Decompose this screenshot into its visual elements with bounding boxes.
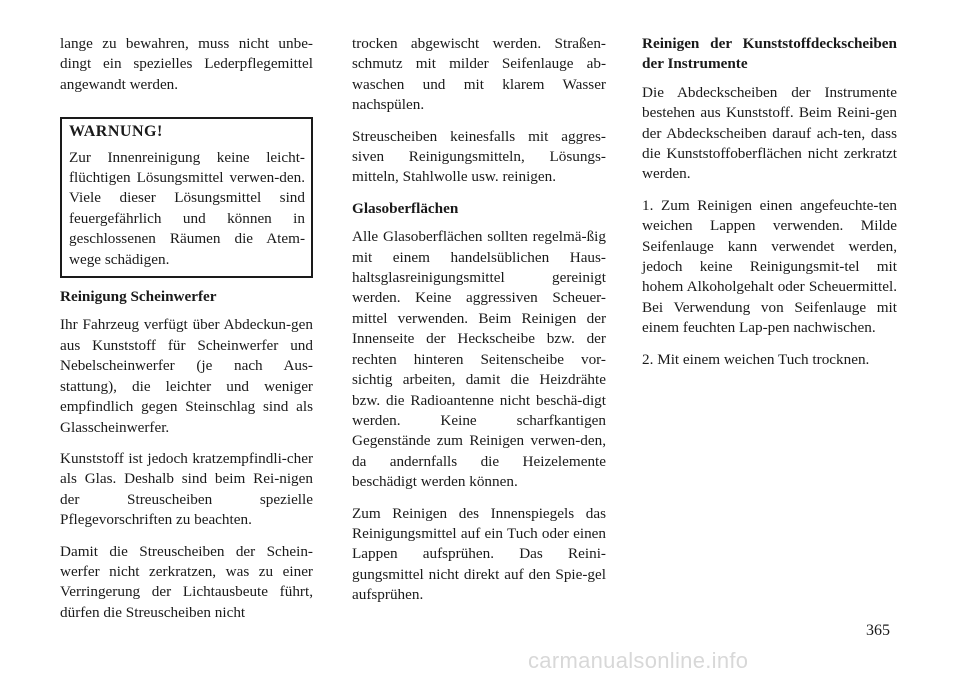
section-heading-glass: Glasoberflächen <box>352 199 459 217</box>
paragraph: Alle Glasoberflächen sollten regelmä-ßig mit einem handelsüblichen Haus-haltsglasreinigungsmittel gereinigt werden. Keine aggressiven Scheuer-mittel verwenden. Beim Reinigen der Innenseite der Heckscheibe bzw. der rechten hinteren Seitenscheibe vor-sichtig arbeiten, damit die Heizdrähte bzw. die Radioantenne nicht beschä-digt werden. Keine scharfkantigen Gegenstände zum Reinigen verwen-den, da andernfalls die Heizelemente beschädigt werden können. <box>352 228 606 491</box>
intro-paragraph: lange zu bewahren, muss nicht unbe-dingt ein spezielles Lederpflegemittel angewandt werden. <box>60 35 313 93</box>
paragraph: Ihr Fahrzeug verfügt über Abdeckun-gen aus Kunststoff für Scheinwerfer und Nebelscheinwerfer (je nach Aus-stattung), die leichter und weniger empfindlich gegen Steinschlag sind als Glasscheinwerfer. <box>60 316 313 436</box>
paragraph: Damit die Streuscheiben der Schein-werfer nicht zerkratzen, was zu einer Verringerung der Lichtausbeute führt, dürfen die Streuscheiben nicht <box>60 542 313 621</box>
warning-text: Zur Innenreinigung keine leicht-flüchtigen Lösungsmittel verwen-den. Viele dieser Lösungsmittel sind feuergefährlich und können in geschlossenen Räumen die Atem-wege schädigen. <box>69 148 305 268</box>
column-left <box>60 34 313 634</box>
page-number: 365 <box>866 622 890 639</box>
paragraph: Zum Reinigen des Innenspiegels das Reinigungsmittel auf ein Tuch oder einen Lappen aufsprühen. Das Reini-gungsmittel nicht direkt auf den Spie-gel aufsprühen. <box>352 504 606 604</box>
step-1: 1. Zum Reinigen einen angefeuchte-ten weichen Lappen verwenden. Milde Seifenlauge kann verwendet werden, jedoch keine Reinigungsmit-tel mit hohem Alkoholgehalt oder Scheuermittel. Bei Verwendung von Seifenlauge mit einem feuchten Lap-pen nachwischen. <box>642 196 897 337</box>
section-heading-headlights: Reinigung Scheinwerfer <box>60 288 217 306</box>
step-2: 2. Mit einem weichen Tuch trocknen. <box>642 350 870 368</box>
paragraph: Die Abdeckscheiben der Instrumente bestehen aus Kunststoff. Beim Reini-gen der Abdeckscheiben darauf ach-ten, dass die Kunststoffoberflächen nicht zerkratzt werden. <box>642 83 897 183</box>
watermark-text: carmanualsonline.info <box>528 648 749 673</box>
paragraph: Kunststoff ist jedoch kratzempfindli-cher als Glas. Deshalb sind beim Rei-nigen der Streuscheiben spezielle Pflegevorschriften zu beachten. <box>60 449 313 529</box>
section-heading-instruments: Reinigen der Kunststoffdeckscheiben der Instrumente <box>642 35 897 73</box>
paragraph: Streuscheiben keinesfalls mit aggres-siven Reinigungsmitteln, Lösungs-mitteln, Stahlwolle usw. reinigen. <box>352 127 606 186</box>
column-middle <box>352 34 606 617</box>
warning-title: WARNUNG! <box>69 123 163 141</box>
paragraph: trocken abgewischt werden. Straßen-schmutz mit milder Seifenlauge ab-waschen und mit klarem Wasser nachspülen. <box>352 35 606 114</box>
column-right <box>642 34 897 381</box>
warning-box <box>60 117 313 278</box>
